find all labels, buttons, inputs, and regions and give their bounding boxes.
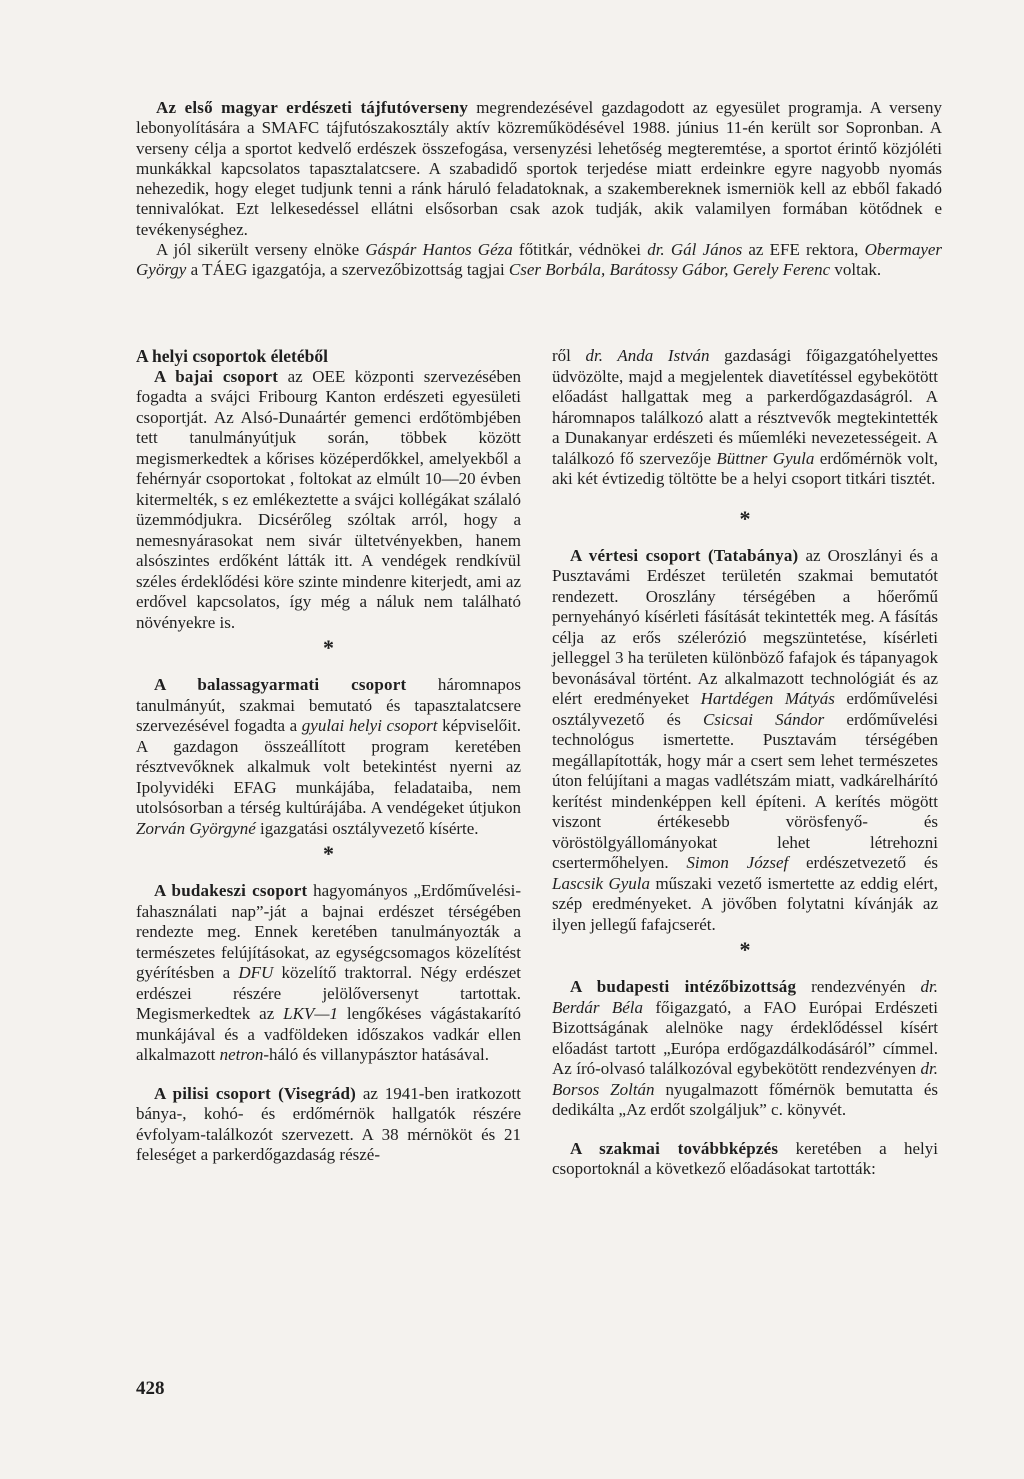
machine-name: DFU (238, 963, 274, 982)
baja-lead: A bajai csoport (154, 366, 279, 386)
text-run: háromnapos tanulmányút, szakmai bemutató és tapasztalatcsere szervezésével fogadta a (136, 675, 521, 735)
person-name: Zorván Györgyné (136, 818, 256, 838)
text-run: főtitkár, védnökei (512, 240, 648, 260)
text-run: a TÁEG igazgatója, a szervezőbizottság tagjai (186, 260, 509, 280)
vertes-lead: A vértesi csoport (Tatabánya) (570, 545, 799, 565)
separator-asterisk: * (739, 505, 751, 531)
budakeszi-paragraph (136, 881, 521, 1066)
text-run: igazgatási osztályvezető kísérte. (255, 818, 479, 838)
balassagyarmat-paragraph (136, 675, 521, 839)
person-names: Cser Borbála, Barátossy Gábor, Gerely Ferenc (508, 260, 831, 280)
person-name: Hartdégen Mátyás (700, 689, 835, 708)
person-name: dr. Anda István (585, 346, 710, 365)
text-run: erdőművelési osztályvezető és (552, 689, 938, 729)
balassagyarmat-lead: A balassagyarmati csoport (154, 675, 407, 694)
section-title: A helyi csoportok életéből (136, 346, 328, 366)
text-run: az EFE rektora, (742, 240, 865, 260)
intro-section (136, 98, 942, 281)
budapest-paragraph (552, 977, 938, 1121)
text-run: erdőmérnök volt, aki két évtizedig töltötte be a helyi csoport titkári tisztét. (552, 448, 938, 488)
person-name: Csicsai Sándor (702, 709, 825, 729)
machine-name: LKV—1 (283, 1004, 338, 1023)
separator-asterisk: * (323, 635, 334, 660)
intro-text-1: megrendezésével gazdagodott az egyesület programja. A verseny lebonyolítására a SMAFC tájfutószakosztály aktív közreműködésével 1988. június 11-én került sor Sopronban. A verseny célja a sportot kedvelő erdészek összefogása, versenyzési lehetőség megteremtése, a sportot érintő közjóléti munkákkal kapcsolatos tapasztalatcsere. A szabadidő sportok terjedése miatt erdeinkre egyre nagyobb nyomás nehezedik, hogy eleget tudjunk tenni a ránk háruló feladatoknak, a szakembereknek ismerniök kell az ebből fakadó tennivalókat. Ezt lelkesedéssel ellátni elsősorban csak azok tudják, akik valamilyen formában kötődnek e tevékenységhez. (136, 98, 942, 239)
text-run: lengőkéses vágástakarító munkájával és a vadföldeken időszakos vadkár ellen alkalmazott (136, 1004, 521, 1064)
intro-paragraph-1 (136, 98, 942, 240)
text-run: keretében a helyi csoportoknál a következő előadásokat tartották: (552, 1138, 938, 1178)
person-name: Gáspár Hantos Géza (365, 240, 513, 260)
intro-paragraph-2 (136, 240, 942, 281)
baja-paragraph (136, 367, 521, 634)
person-name: Lascsik Gyula (552, 873, 650, 893)
text-run: nyugalmazott főmérnök bemutatta és dedikálta „Az erdőt szolgáljuk” c. könyvét. (552, 1079, 938, 1119)
person-name: dr. Borsos Zoltán (552, 1059, 938, 1099)
text-run: rendezvényén (796, 977, 921, 996)
tajfuto-lead: Az első magyar erdészeti tájfutóverseny (156, 98, 469, 117)
pilis-continuation (552, 346, 938, 490)
text-run: főigazgató, a FAO Európai Erdészeti Bizottságának alelnöke nagy érdeklődéssel kísért előadást tartott „Európa erdőgazdálkodásáról” címmel. Az író-olvasó találkozóval egybekötött rendezvényen (552, 997, 938, 1078)
product-name: netron (219, 1045, 264, 1064)
text-run: műszaki vezető ismertette az eddig elért, szép eredményeket. A jövőben folytatni kívánják az ilyen jellegű fafajcserét. (552, 873, 939, 934)
text-run: erdészetvezető és (788, 853, 938, 872)
budakeszi-lead: A budakeszi csoport (154, 881, 308, 900)
spacer (136, 1066, 521, 1084)
text-run: -háló és villanypásztor hatásával. (263, 1045, 489, 1064)
separator-asterisk: * (323, 841, 334, 866)
text-run: képviselőit. A gazdagon összeállított program keretében résztvevőknek alkalmuk volt betekintést nyerni az Ipolyvidéki EFAG munkájába, feladataiba, nem utolsósorban a térség kultúrájába. A vendégeket útjukon (136, 716, 521, 817)
budapest-lead: A budapesti intézőbizottság (570, 977, 797, 996)
right-column (552, 346, 938, 1180)
text-run: A jól sikerült verseny elnöke (156, 240, 366, 260)
text-run: ről (552, 346, 586, 365)
text-run: az 1941-ben iratkozott bánya-, kohó- és erdőmérnök hallgatók részére évfolyam-találkozót szervezett. A 38 mérnököt és 21 feleséget a parkerdőgazdaság részé- (136, 1083, 521, 1164)
vertes-paragraph (552, 546, 938, 936)
text-run: az Oroszlányi és a Pusztavámi Erdészet területén szakmai bemutatót rendezett. Oroszlány térségében a hőerőmű pernyehányó kísérleti fásítását tekintették meg. A fásítás célja az erős szélerózió megszüntetése, kísérleti jelleggel 3 ha területen különböző fafajok és tápanyagok bevonásával történt. Az alkalmazott technológiát és az elért eredményeket (552, 545, 938, 708)
text-run: erdőművelési technológus ismertette. Pusztavám térségében megállapították, hogy már a csert sem lehet természetes úton felújítani a magas vadlétszám miatt, vadkárelhárító kerítést mindenképpen kell építeni. A kerítés mögött viszont értékesebb vörösfenyő- és vöröstölgyállományokat lehet létrehozni csertermőhelyen. (552, 709, 938, 872)
left-column (136, 346, 521, 1166)
text-run: voltak. (830, 260, 882, 280)
page-number: 428 (136, 1378, 165, 1399)
person-name: Simon József (686, 853, 789, 872)
person-name: Obermayer György (136, 240, 943, 280)
person-name: dr. Gál János (647, 240, 743, 260)
text-run: az OEE központi szervezésében fogadta a svájci Fribourg Kanton erdészeti egyesületi csoportját. Az Alsó-Dunaártér gemenci erdőtömbjében tett tanulmányútjuk során, többek között megismerkedtek a kőrises középerdőkkel, amelyekből a fehérnyár csoportokat , foltokat az elmúlt 10—20 évben kitermelték, s ez emlékeztette a svájci kollégákat szálaló üzemmódjukra. Dicsérőleg szóltak arról, hogy a nemesnyárasokat nem sivár ültetvényekben, hanem alsószintes erdőként látták itt. A vendégek rendkívül széles érdeklődési köre szinte mindenre kiterjedt, ami az erdővel kapcsolatos, így még a náluk nem található növényekre is. (136, 366, 522, 632)
text-run: közelítő traktorral. Négy erdészet erdészei részére jelölőversenyt tartottak. Megismerkedtek az (136, 963, 522, 1023)
person-name: dr. Berdár Béla (552, 977, 938, 1017)
text-run: gazdasági főigazgatóhelyettes üdvözölte, majd a megjelentek diavetítéssel egybekötött előadást hallgattak meg a parkerdőgazdaságról. A háromnapos találkozó alatt a résztvevők megtekintették a Dunakanyar erdészeti és műemléki nevezetességeit. A találkozó fő szervezője (552, 346, 938, 468)
pilis-paragraph (136, 1084, 521, 1166)
text-run: hagyományos „Erdőművelési-fahasználati nap”-ját a bajnai erdészet térségében rendezte meg. Ennek keretében tanulmányozták a természetes felújításokat, az egységcsomagos közelítést gyérítésben a (136, 881, 521, 982)
spacer (552, 1121, 938, 1139)
group-name: gyulai helyi csoport (301, 716, 438, 735)
pilis-lead: A pilisi csoport (Visegrád) (154, 1083, 356, 1103)
person-name: Büttner Gyula (716, 448, 815, 468)
training-lead: A szakmai továbbképzés (570, 1138, 779, 1158)
training-paragraph (552, 1139, 938, 1180)
separator-asterisk: * (739, 937, 751, 962)
